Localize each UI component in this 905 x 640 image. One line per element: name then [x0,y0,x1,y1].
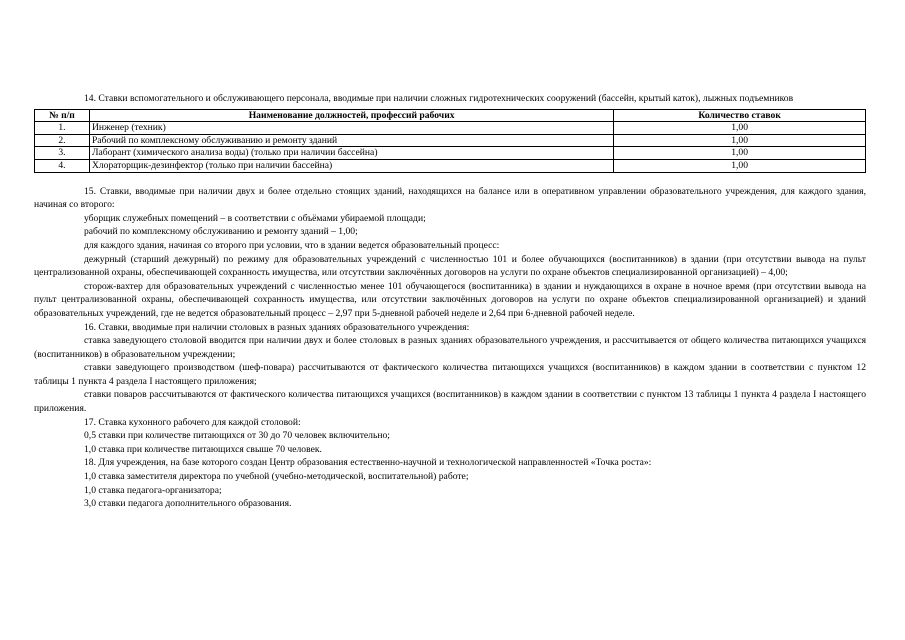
paragraph-repair-worker: рабочий по комплексному обслуживанию и ремонту зданий – 1,00; [84,226,358,238]
section-15-heading: 15. Ставки, вводимые при наличии двух и более отдельно стоящих зданий, находящихся на балансе или в оперативном управлении образовательного учреждения, для каждого здания, начиная со второго: [34,185,866,211]
row-number: 2. [35,134,90,147]
row-rate: 1,00 [614,147,866,160]
table-row [35,122,866,135]
row-number: 1. [35,122,90,135]
column-header-position: Наименование должностей, профессий рабочих [89,109,613,122]
paragraph-cleaner: уборщик служебных помещений – в соответствии с объёмами убираемой площади; [84,212,426,224]
paragraph-additional-education: 3,0 ставки педагога дополнительного образования. [84,498,292,510]
row-number: 4. [35,159,90,172]
section-17-heading: 17. Ставка кухонного рабочего для каждой столовой: [84,416,301,428]
table-row [35,147,866,160]
row-rate: 1,00 [614,159,866,172]
paragraph-canteen-head: ставка заведующего столовой вводится при наличии двух и более столовых в разных зданиях образовательного учреждения, и рассчитывается от общего количества питающихся учащихся (воспитанников) в образовательном учреждении; [34,335,866,360]
paragraph-watchman: сторож-вахтер для образовательных учреждений с численностью менее 101 обучающегося (воспитанника) в здании и нуждающихся в охране в ночное время (при отсутствии вывода на пульт централизованной охраны, обеспечивающей сохранность имущества, или отсутствии заключённых договоров на услуги по охране объектов специализированной организацией) и зданий образовательных учреждений, где не ведется образовательный процесс – 2,97 при 5-дневной рабочей неделе и 2,64 при 6-дневной рабочей неделе. [34,280,866,319]
section-18-heading: 18. Для учреждения, на базе которого создан Центр образования естественно-научной и технологической направленностей «Точка роста»: [84,457,652,469]
row-position: Лаборант (химического анализа воды) (только при наличии бассейна) [89,147,613,160]
row-rate: 1,00 [614,134,866,147]
paragraph-kitchen-10: 1,0 ставка при количестве питающихся свыше 70 человек. [84,443,322,455]
column-header-number: № п/п [35,109,90,122]
section-14-heading: 14. Ставки вспомогательного и обслуживающего персонала, вводимые при наличии сложных гидротехнических сооружений (бассейн, крытый каток), лыжных подъемников [84,93,794,104]
staff-rates-table [34,109,866,173]
column-header-rate: Количество ставок [614,109,866,122]
paragraph-organizer: 1,0 ставка педагога-организатора; [84,484,222,496]
table-row [35,134,866,147]
document-page [34,92,866,511]
section-16-heading: 16. Ставки, вводимые при наличии столовых в разных зданиях образовательного учреждения: [84,321,470,333]
paragraph-cooks: ставки поваров рассчитываются от фактического количества питающихся учащихся (воспитанников) в каждом здании в соответствии с пунктом 13 таблицы 1 пункта 4 раздела I настоящего приложения. [34,389,866,415]
row-number: 3. [35,147,90,160]
table-header-row [35,109,866,122]
row-rate: 1,00 [614,122,866,135]
paragraph-condition: для каждого здания, начиная со второго при условии, что в здании ведется образовательный процесс: [84,239,500,251]
table-row [35,159,866,172]
row-position: Хлораторщик-дезинфектор (только при наличии бассейна) [89,159,613,172]
paragraph-duty-officer: дежурный (старший дежурный) по режиму для образовательных учреждений с численностью 101 и более обучающихся (воспитанников) в здании (при отсутствии вывода на пульт централизованной охраны, обеспечивающей сохранность имущества, или отсутствии заключённых договоров на услуги по охране объектов специализированной организацией) – 4,00; [34,253,866,279]
paragraph-chef: ставки заведующего производством (шеф-повара) рассчитываются от фактического количества питающихся учащихся (воспитанников) в каждом здании в соответствии с пунктом 12 таблицы 1 пункта 4 раздела I настоящего приложения; [34,362,866,387]
paragraph-kitchen-05: 0,5 ставки при количестве питающихся от 30 до 70 человек включительно; [84,430,390,442]
row-position: Рабочий по комплексному обслуживанию и ремонту зданий [89,134,613,147]
paragraph-deputy-director: 1,0 ставка заместителя директора по учебной (учебно-методической, воспитательной) работе; [84,471,469,483]
row-position: Инженер (техник) [89,122,613,135]
